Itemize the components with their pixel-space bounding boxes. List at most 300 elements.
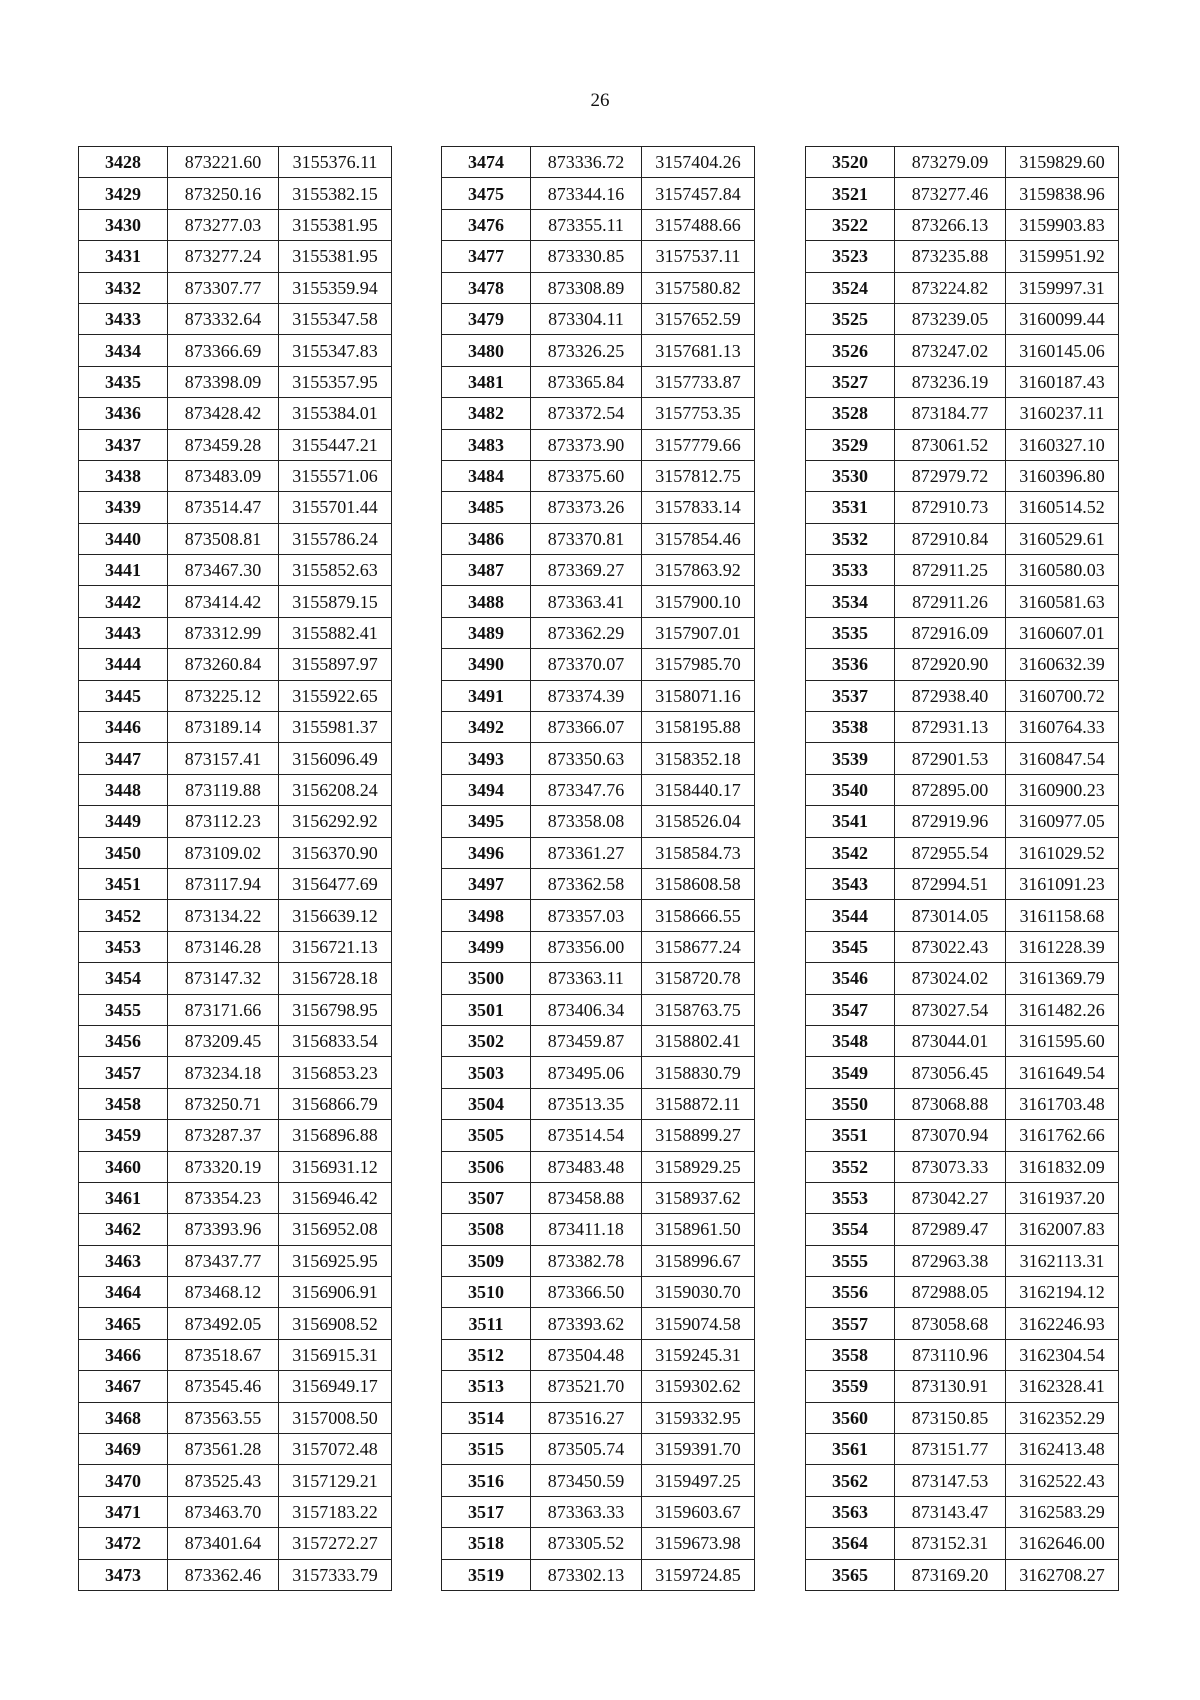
table-row [806,272,1119,303]
point-id-cell: 3431 [79,241,168,272]
point-id-cell: 3559 [806,1371,895,1402]
table-row [79,1120,392,1151]
point-id-cell: 3504 [442,1088,531,1119]
point-id-cell: 3509 [442,1245,531,1276]
point-id-cell: 3454 [79,963,168,994]
x-coordinate-cell: 873362.46 [168,1559,279,1590]
table-row [79,209,392,240]
point-id-cell: 3526 [806,335,895,366]
point-id-cell: 3558 [806,1339,895,1370]
point-id-cell: 3433 [79,303,168,334]
y-coordinate-cell: 3158763.75 [642,994,755,1025]
y-coordinate-cell: 3158608.58 [642,868,755,899]
y-coordinate-cell: 3157072.48 [279,1434,392,1465]
point-id-cell: 3470 [79,1465,168,1496]
x-coordinate-cell: 873357.03 [531,900,642,931]
y-coordinate-cell: 3156853.23 [279,1057,392,1088]
table-row [806,1214,1119,1245]
table-row [806,837,1119,868]
point-id-cell: 3534 [806,586,895,617]
table-row [79,523,392,554]
x-coordinate-cell: 873463.70 [168,1496,279,1527]
x-coordinate-cell: 873022.43 [895,931,1006,962]
table-row [79,1559,392,1590]
point-id-cell: 3446 [79,712,168,743]
y-coordinate-cell: 3158961.50 [642,1214,755,1245]
point-id-cell: 3539 [806,743,895,774]
point-id-cell: 3453 [79,931,168,962]
point-id-cell: 3530 [806,460,895,491]
table-row [79,806,392,837]
point-id-cell: 3561 [806,1434,895,1465]
y-coordinate-cell: 3158440.17 [642,774,755,805]
x-coordinate-cell: 873147.53 [895,1465,1006,1496]
table-row [442,837,755,868]
point-id-cell: 3518 [442,1528,531,1559]
y-coordinate-cell: 3157183.22 [279,1496,392,1527]
x-coordinate-cell: 872916.09 [895,617,1006,648]
x-coordinate-cell: 873336.72 [531,147,642,178]
y-coordinate-cell: 3161029.52 [1006,837,1119,868]
x-coordinate-cell: 873373.90 [531,429,642,460]
y-coordinate-cell: 3162583.29 [1006,1496,1119,1527]
x-coordinate-cell: 873363.11 [531,963,642,994]
y-coordinate-cell: 3155701.44 [279,492,392,523]
x-coordinate-cell: 873225.12 [168,680,279,711]
table-row [79,335,392,366]
point-id-cell: 3529 [806,429,895,460]
table-row [442,649,755,680]
y-coordinate-cell: 3155447.21 [279,429,392,460]
table-row [79,774,392,805]
y-coordinate-cell: 3160847.54 [1006,743,1119,774]
page-number: 26 [590,90,610,111]
x-coordinate-cell: 873344.16 [531,178,642,209]
y-coordinate-cell: 3157907.01 [642,617,755,648]
y-coordinate-cell: 3158802.41 [642,1025,755,1056]
point-id-cell: 3532 [806,523,895,554]
y-coordinate-cell: 3159603.67 [642,1496,755,1527]
y-coordinate-cell: 3161937.20 [1006,1182,1119,1213]
y-coordinate-cell: 3155981.37 [279,712,392,743]
point-id-cell: 3485 [442,492,531,523]
table-row [806,1120,1119,1151]
x-coordinate-cell: 873369.27 [531,555,642,586]
table-row [79,272,392,303]
y-coordinate-cell: 3156477.69 [279,868,392,899]
y-coordinate-cell: 3161158.68 [1006,900,1119,931]
table-row [806,1339,1119,1370]
table-row [79,900,392,931]
x-coordinate-cell: 873505.74 [531,1434,642,1465]
table-row [806,209,1119,240]
point-id-cell: 3505 [442,1120,531,1151]
table-row [442,1182,755,1213]
y-coordinate-cell: 3160145.06 [1006,335,1119,366]
point-id-cell: 3527 [806,366,895,397]
point-id-cell: 3441 [79,555,168,586]
x-coordinate-cell: 873563.55 [168,1402,279,1433]
y-coordinate-cell: 3162304.54 [1006,1339,1119,1370]
y-coordinate-cell: 3159997.31 [1006,272,1119,303]
y-coordinate-cell: 3156833.54 [279,1025,392,1056]
point-id-cell: 3436 [79,398,168,429]
x-coordinate-cell: 873483.09 [168,460,279,491]
table-row [79,366,392,397]
y-coordinate-cell: 3157272.27 [279,1528,392,1559]
x-coordinate-cell: 873375.60 [531,460,642,491]
y-coordinate-cell: 3158830.79 [642,1057,755,1088]
point-id-cell: 3460 [79,1151,168,1182]
x-coordinate-cell: 873373.26 [531,492,642,523]
table-row [806,1371,1119,1402]
table-row [442,1559,755,1590]
point-id-cell: 3565 [806,1559,895,1590]
table-row [806,1559,1119,1590]
point-id-cell: 3564 [806,1528,895,1559]
table-row [442,1120,755,1151]
y-coordinate-cell: 3161762.66 [1006,1120,1119,1151]
point-id-cell: 3451 [79,868,168,899]
table-row [79,1245,392,1276]
point-id-cell: 3459 [79,1120,168,1151]
table-row [806,806,1119,837]
table-row [79,241,392,272]
x-coordinate-cell: 873171.66 [168,994,279,1025]
point-id-cell: 3486 [442,523,531,554]
y-coordinate-cell: 3162352.29 [1006,1402,1119,1433]
x-coordinate-cell: 873320.19 [168,1151,279,1182]
point-id-cell: 3552 [806,1151,895,1182]
table-row [79,303,392,334]
table-row [442,900,755,931]
table-row [442,178,755,209]
y-coordinate-cell: 3155381.95 [279,209,392,240]
y-coordinate-cell: 3158720.78 [642,963,755,994]
x-coordinate-cell: 873056.45 [895,1057,1006,1088]
y-coordinate-cell: 3156908.52 [279,1308,392,1339]
y-coordinate-cell: 3155359.94 [279,272,392,303]
table-row [806,1277,1119,1308]
x-coordinate-cell: 872994.51 [895,868,1006,899]
point-id-cell: 3541 [806,806,895,837]
x-coordinate-cell: 873411.18 [531,1214,642,1245]
x-coordinate-cell: 873239.05 [895,303,1006,334]
y-coordinate-cell: 3161369.79 [1006,963,1119,994]
table-row [806,178,1119,209]
y-coordinate-cell: 3160700.72 [1006,680,1119,711]
y-coordinate-cell: 3159245.31 [642,1339,755,1370]
x-coordinate-cell: 873250.16 [168,178,279,209]
y-coordinate-cell: 3160581.63 [1006,586,1119,617]
table-row [442,272,755,303]
y-coordinate-cell: 3157333.79 [279,1559,392,1590]
point-id-cell: 3525 [806,303,895,334]
point-id-cell: 3555 [806,1245,895,1276]
point-id-cell: 3490 [442,649,531,680]
table-row [806,617,1119,648]
x-coordinate-cell: 873024.02 [895,963,1006,994]
y-coordinate-cell: 3157129.21 [279,1465,392,1496]
point-id-cell: 3492 [442,712,531,743]
y-coordinate-cell: 3156721.13 [279,931,392,962]
x-coordinate-cell: 873356.00 [531,931,642,962]
x-coordinate-cell: 873362.29 [531,617,642,648]
y-coordinate-cell: 3158929.25 [642,1151,755,1182]
x-coordinate-cell: 873326.25 [531,335,642,366]
table-row [806,900,1119,931]
y-coordinate-cell: 3157681.13 [642,335,755,366]
x-coordinate-cell: 872911.25 [895,555,1006,586]
table-row [806,241,1119,272]
x-coordinate-cell: 873287.37 [168,1120,279,1151]
point-id-cell: 3481 [442,366,531,397]
y-coordinate-cell: 3161595.60 [1006,1025,1119,1056]
point-id-cell: 3471 [79,1496,168,1527]
table-row [442,1371,755,1402]
point-id-cell: 3484 [442,460,531,491]
point-id-cell: 3448 [79,774,168,805]
table-row [79,1308,392,1339]
point-id-cell: 3463 [79,1245,168,1276]
x-coordinate-cell: 873152.31 [895,1528,1006,1559]
y-coordinate-cell: 3156728.18 [279,963,392,994]
x-coordinate-cell: 872963.38 [895,1245,1006,1276]
x-coordinate-cell: 873406.34 [531,994,642,1025]
table-row [79,586,392,617]
y-coordinate-cell: 3160632.39 [1006,649,1119,680]
point-id-cell: 3556 [806,1277,895,1308]
table-row [806,1088,1119,1119]
x-coordinate-cell: 873561.28 [168,1434,279,1465]
x-coordinate-cell: 873382.78 [531,1245,642,1276]
x-coordinate-cell: 873428.42 [168,398,279,429]
point-id-cell: 3464 [79,1277,168,1308]
point-id-cell: 3528 [806,398,895,429]
point-id-cell: 3497 [442,868,531,899]
table-row [442,1402,755,1433]
y-coordinate-cell: 3160187.43 [1006,366,1119,397]
y-coordinate-cell: 3162328.41 [1006,1371,1119,1402]
table-row [442,774,755,805]
x-coordinate-cell: 873236.19 [895,366,1006,397]
point-id-cell: 3489 [442,617,531,648]
point-id-cell: 3488 [442,586,531,617]
point-id-cell: 3515 [442,1434,531,1465]
y-coordinate-cell: 3162413.48 [1006,1434,1119,1465]
point-id-cell: 3483 [442,429,531,460]
y-coordinate-cell: 3156370.90 [279,837,392,868]
table-row [442,241,755,272]
x-coordinate-cell: 873250.71 [168,1088,279,1119]
x-coordinate-cell: 873068.88 [895,1088,1006,1119]
y-coordinate-cell: 3158677.24 [642,931,755,962]
point-id-cell: 3477 [442,241,531,272]
table-row [442,523,755,554]
table-row [79,1528,392,1559]
x-coordinate-cell: 873370.07 [531,649,642,680]
point-id-cell: 3458 [79,1088,168,1119]
x-coordinate-cell: 873109.02 [168,837,279,868]
table-row [79,1402,392,1433]
y-coordinate-cell: 3157779.66 [642,429,755,460]
x-coordinate-cell: 873437.77 [168,1245,279,1276]
x-coordinate-cell: 873146.28 [168,931,279,962]
coordinate-table-2 [441,146,755,1591]
point-id-cell: 3476 [442,209,531,240]
table-row [79,398,392,429]
y-coordinate-cell: 3159302.62 [642,1371,755,1402]
x-coordinate-cell: 873330.85 [531,241,642,272]
table-row [79,460,392,491]
x-coordinate-cell: 873247.02 [895,335,1006,366]
point-id-cell: 3461 [79,1182,168,1213]
point-id-cell: 3520 [806,147,895,178]
table-row [79,994,392,1025]
x-coordinate-cell: 872910.73 [895,492,1006,523]
table-row [806,429,1119,460]
x-coordinate-cell: 873401.64 [168,1528,279,1559]
point-id-cell: 3467 [79,1371,168,1402]
table-row [442,1496,755,1527]
x-coordinate-cell: 873235.88 [895,241,1006,272]
table-row [442,555,755,586]
y-coordinate-cell: 3156208.24 [279,774,392,805]
y-coordinate-cell: 3159838.96 [1006,178,1119,209]
x-coordinate-cell: 873355.11 [531,209,642,240]
y-coordinate-cell: 3161703.48 [1006,1088,1119,1119]
point-id-cell: 3435 [79,366,168,397]
x-coordinate-cell: 873365.84 [531,366,642,397]
x-coordinate-cell: 873119.88 [168,774,279,805]
point-id-cell: 3500 [442,963,531,994]
table-row [442,743,755,774]
table-row [79,743,392,774]
table-row [806,743,1119,774]
x-coordinate-cell: 873266.13 [895,209,1006,240]
point-id-cell: 3533 [806,555,895,586]
table-row [806,963,1119,994]
x-coordinate-cell: 873370.81 [531,523,642,554]
x-coordinate-cell: 873361.27 [531,837,642,868]
x-coordinate-cell: 873366.07 [531,712,642,743]
table-row [806,1528,1119,1559]
y-coordinate-cell: 3160237.11 [1006,398,1119,429]
point-id-cell: 3450 [79,837,168,868]
point-id-cell: 3543 [806,868,895,899]
point-id-cell: 3434 [79,335,168,366]
point-id-cell: 3482 [442,398,531,429]
y-coordinate-cell: 3159391.70 [642,1434,755,1465]
x-coordinate-cell: 873234.18 [168,1057,279,1088]
table-row [442,147,755,178]
point-id-cell: 3560 [806,1402,895,1433]
y-coordinate-cell: 3162113.31 [1006,1245,1119,1276]
table-row [79,1182,392,1213]
y-coordinate-cell: 3155922.65 [279,680,392,711]
point-id-cell: 3550 [806,1088,895,1119]
table-row [806,398,1119,429]
x-coordinate-cell: 873279.09 [895,147,1006,178]
point-id-cell: 3444 [79,649,168,680]
y-coordinate-cell: 3157008.50 [279,1402,392,1433]
point-id-cell: 3553 [806,1182,895,1213]
point-id-cell: 3445 [79,680,168,711]
table-row [442,1025,755,1056]
table-row [79,1025,392,1056]
y-coordinate-cell: 3157985.70 [642,649,755,680]
table-row [806,712,1119,743]
x-coordinate-cell: 873393.62 [531,1308,642,1339]
point-id-cell: 3554 [806,1214,895,1245]
point-id-cell: 3449 [79,806,168,837]
x-coordinate-cell: 873521.70 [531,1371,642,1402]
point-id-cell: 3457 [79,1057,168,1088]
table-row [79,712,392,743]
table-row [806,1496,1119,1527]
y-coordinate-cell: 3155382.15 [279,178,392,209]
table-row [79,429,392,460]
x-coordinate-cell: 872989.47 [895,1214,1006,1245]
point-id-cell: 3531 [806,492,895,523]
y-coordinate-cell: 3158937.62 [642,1182,755,1213]
y-coordinate-cell: 3155347.83 [279,335,392,366]
y-coordinate-cell: 3158352.18 [642,743,755,774]
point-id-cell: 3546 [806,963,895,994]
point-id-cell: 3535 [806,617,895,648]
y-coordinate-cell: 3156946.42 [279,1182,392,1213]
y-coordinate-cell: 3155852.63 [279,555,392,586]
point-id-cell: 3542 [806,837,895,868]
y-coordinate-cell: 3160900.23 [1006,774,1119,805]
point-id-cell: 3522 [806,209,895,240]
point-id-cell: 3495 [442,806,531,837]
table-row [442,712,755,743]
table-row [79,1496,392,1527]
point-id-cell: 3430 [79,209,168,240]
table-row [442,1528,755,1559]
coordinate-table-1 [78,146,392,1591]
x-coordinate-cell: 873061.52 [895,429,1006,460]
x-coordinate-cell: 873110.96 [895,1339,1006,1370]
point-id-cell: 3544 [806,900,895,931]
table-row [806,1057,1119,1088]
x-coordinate-cell: 873363.41 [531,586,642,617]
point-id-cell: 3562 [806,1465,895,1496]
x-coordinate-cell: 873545.46 [168,1371,279,1402]
x-coordinate-cell: 873117.94 [168,868,279,899]
y-coordinate-cell: 3160396.80 [1006,460,1119,491]
point-id-cell: 3502 [442,1025,531,1056]
x-coordinate-cell: 873027.54 [895,994,1006,1025]
y-coordinate-cell: 3156896.88 [279,1120,392,1151]
y-coordinate-cell: 3157863.92 [642,555,755,586]
table-row [806,366,1119,397]
point-id-cell: 3447 [79,743,168,774]
point-id-cell: 3551 [806,1120,895,1151]
y-coordinate-cell: 3155897.97 [279,649,392,680]
y-coordinate-cell: 3157812.75 [642,460,755,491]
y-coordinate-cell: 3157753.35 [642,398,755,429]
x-coordinate-cell: 872979.72 [895,460,1006,491]
y-coordinate-cell: 3155376.11 [279,147,392,178]
y-coordinate-cell: 3160607.01 [1006,617,1119,648]
table-row [806,303,1119,334]
point-id-cell: 3440 [79,523,168,554]
y-coordinate-cell: 3162522.43 [1006,1465,1119,1496]
table-row [442,460,755,491]
point-id-cell: 3523 [806,241,895,272]
